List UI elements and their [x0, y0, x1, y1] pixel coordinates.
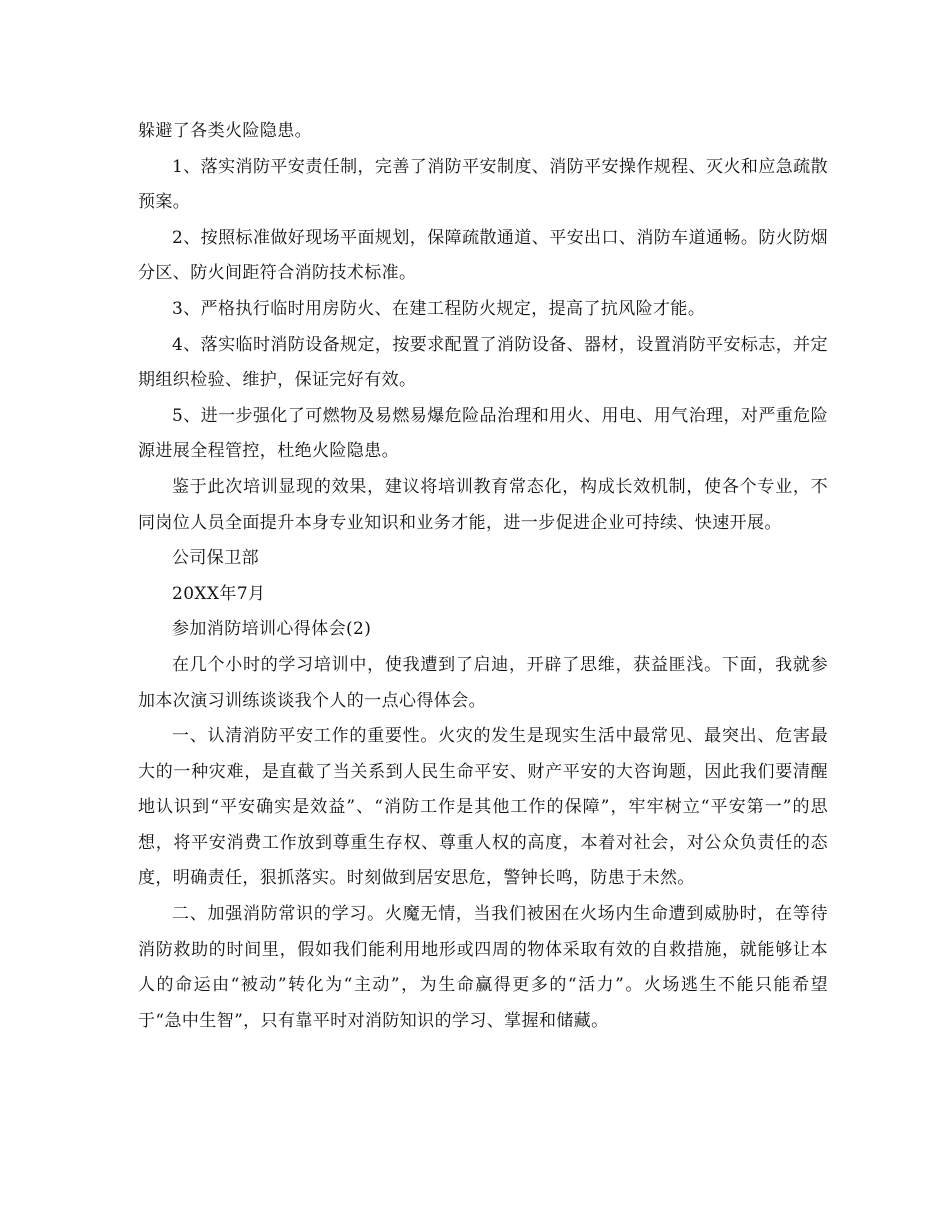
- paragraph: 2、按照标准做好现场平面规划，保障疏散通道、平安出口、消防车道通畅。防火防烟分区、防火间距符合消防技术标准。: [138, 227, 828, 284]
- paragraph: 3、严格执行临时用房防火、在建工程防火规定，提高了抗风险才能。: [172, 298, 706, 319]
- paragraph: 二、加强消防常识的学习。火魔无情，当我们被困在火场内生命遭到威胁时，在等待消防救助的时间里，假如我们能利用地形或四周的物体采取有效的自救措施，就能够让本人的命运由“被动”转化为“主动”，为生命赢得更多的“活力”。火场逃生不能只能希望于“急中生智”，只有靠平时对消防知识的学习、掌握和储藏。: [138, 904, 828, 1031]
- section-title: 参加消防培训心得体会(2): [172, 619, 372, 640]
- paragraph: 在几个小时的学习培训中，使我遭到了启迪，开辟了思维，获益匪浅。下面，我就参加本次演习训练谈谈我个人的一点心得体会。: [138, 654, 828, 711]
- paragraph: 5、进一步强化了可燃物及易燃易爆危险品治理和用火、用电、用气治理，对严重危险源进展全程管控，杜绝火险隐患。: [138, 405, 828, 462]
- paragraph: 1、落实消防平安责任制，完善了消防平安制度、消防平安操作规程、灭火和应急疏散预案。: [138, 156, 828, 213]
- signature-department: 公司保卫部: [172, 548, 259, 569]
- paragraph: 鉴于此次培训显现的效果，建议将培训教育常态化，构成长效机制，使各个专业，不同岗位人员全面提升本身专业知识和业务才能，进一步促进企业可持续、快速开展。: [138, 476, 828, 533]
- document-body: [138, 114, 828, 1039]
- paragraph: 躲避了各类火险隐患。: [138, 121, 312, 141]
- paragraph: 一、认清消防平安工作的重要性。火灾的发生是现实生活中最常见、最突出、危害最大的一种灾难，是直截了当关系到人民生命平安、财产平安的大咨询题，因此我们要清醒地认识到“平安确实是效益”、“消防工作是其他工作的保障”，牢牢树立“平安第一”的思想，将平安消费工作放到尊重生存权、尊重人权的高度，本着对社会，对公众负责任的态度，明确责任，狠抓落实。时刻做到居安思危，警钟长鸣，防患于未然。: [138, 726, 828, 889]
- signature-date: 20XX年7月: [172, 583, 266, 604]
- paragraph: 4、落实临时消防设备规定，按要求配置了消防设备、器材，设置消防平安标志，并定期组织检验、维护，保证完好有效。: [138, 334, 828, 391]
